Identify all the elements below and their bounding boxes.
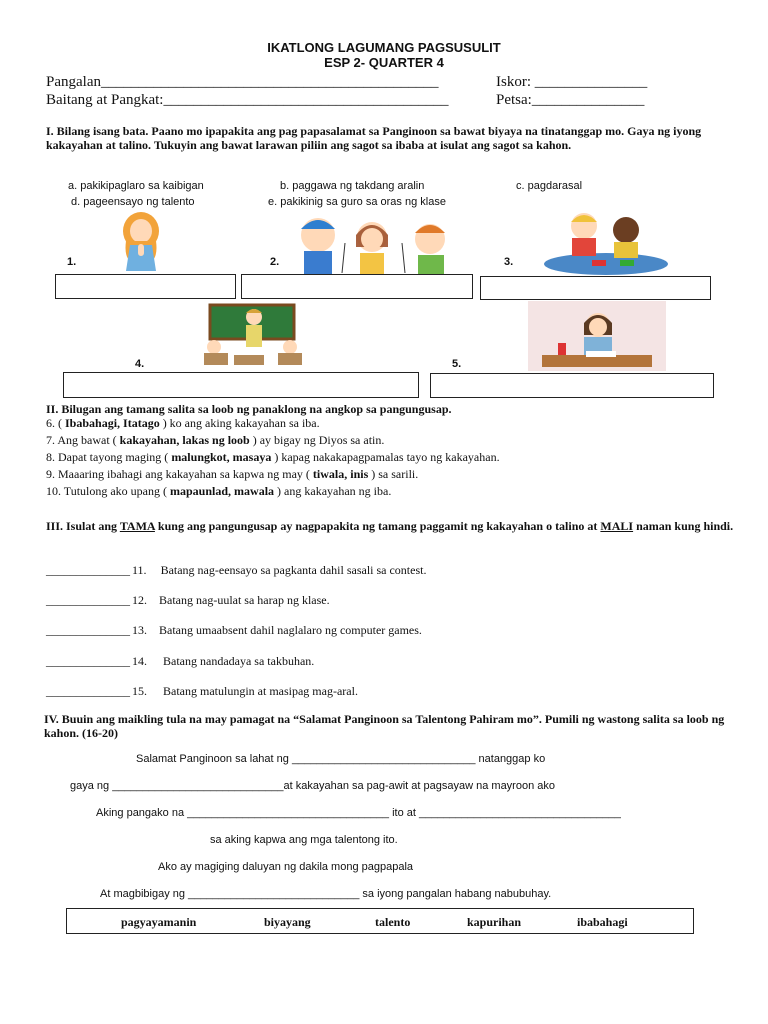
part2-item-8 (46, 449, 500, 465)
answer-blank-12[interactable]: ______________ (46, 593, 130, 607)
item-6-options[interactable]: Ibabahagi, Itatago (65, 416, 160, 430)
choice-e: e. pakikinig sa guro sa oras ng klase (268, 196, 446, 208)
part2-item-7 (46, 432, 384, 448)
item-11-number: 11. (132, 563, 147, 577)
part3-instruction-end: naman kung hindi. (633, 519, 734, 533)
playing-friends-illustration (542, 210, 670, 276)
item-number-3: 3. (504, 256, 514, 268)
part3-item-14 (46, 654, 314, 669)
word-choice-1: pagyayamanin (121, 915, 197, 929)
poem-line-6: At magbibigay ng ____________________________ sa iyong pangalan habang nabubuhay. (100, 888, 552, 900)
part2-instruction: II. Bilugan ang tamang salita sa loob ng panaklong na angkop sa pangungusap. (46, 402, 452, 416)
answer-box-3[interactable] (480, 276, 711, 300)
word-choice-2: biyayang (264, 915, 311, 929)
item-12-number: 12. (132, 593, 147, 607)
item-8-end: ) kapag nakakapagpamalas tayo ng kakayahan. (271, 450, 500, 464)
item-number-1: 1. (67, 256, 77, 268)
item-6-stem: 6. ( (46, 416, 65, 430)
score-field: Iskor: _______________ (496, 74, 648, 90)
part3-instruction-start: III. Isulat ang (46, 519, 120, 533)
poem-line-4: sa aking kapwa ang mga talentong ito. (210, 834, 398, 846)
word-choice-box (66, 908, 694, 934)
item-6-end: ) ko ang aking kakayahan sa iba. (159, 416, 320, 430)
item-15-text: Batang matulungin at masipag mag-aral. (163, 684, 358, 698)
item-13-number: 13. (132, 623, 147, 637)
part3-item-11 (46, 563, 426, 578)
item-7-end: ) ay bigay ng Diyos sa atin. (249, 433, 385, 447)
part3-item-13 (46, 623, 422, 638)
test-title: IKATLONG LAGUMANG PAGSUSULIT (267, 40, 501, 55)
part2-item-6 (46, 415, 320, 431)
item-9-end: ) sa sarili. (368, 467, 419, 481)
choice-c: c. pagdarasal (516, 180, 583, 192)
item-15-number: 15. (132, 684, 147, 698)
poem-line-2: gaya ng ____________________________at kakayahan sa pag-awit at pagsayaw na mayroon ako (70, 780, 555, 792)
part3-item-15 (46, 684, 358, 699)
grade-section-field: Baitang at Pangkat:______________________________________ (46, 92, 449, 108)
poem-line-1: Salamat Panginoon sa lahat ng ______________________________ natanggap ko (136, 753, 546, 765)
item-number-2: 2. (270, 256, 280, 268)
item-number-5: 5. (452, 358, 462, 370)
item-12-text: Batang nag-uulat sa harap ng klase. (159, 593, 330, 607)
poem-line-3: Aking pangako na _________________________________ ito at _________________________________ (96, 807, 621, 819)
answer-box-1[interactable] (55, 274, 236, 299)
answer-box-5[interactable] (430, 373, 714, 398)
item-14-text: Batang nandadaya sa takbuhan. (163, 654, 315, 668)
item-9-stem: 9. Maaaring ibahagi ang kakayahan sa kapwa ng may ( (46, 467, 313, 481)
praying-girl-illustration (116, 211, 166, 273)
item-9-options[interactable]: tiwala, inis (312, 467, 369, 481)
choice-d: d. pageensayo ng talento (71, 196, 195, 208)
answer-box-2[interactable] (241, 274, 473, 299)
part4-instruction: IV. Buuin ang maikling tula na may pamagat na “Salamat Panginoon sa Talentong Pahiram mo”. Pumili ng wastong salita sa loob ng kahon. (16-20) (44, 712, 725, 740)
item-10-options[interactable]: mapaunlad, mawala (170, 484, 275, 498)
part3-instruction-middle: kung ang pangungusap ay nagpapakita ng tamang paggamit ng kakayahan o talino at (154, 519, 601, 533)
item-8-options[interactable]: malungkot, masaya (171, 450, 272, 464)
item-7-stem: 7. Ang bawat ( (46, 433, 120, 447)
test-subtitle: ESP 2- QUARTER 4 (324, 55, 444, 70)
name-field: Pangalan_____________________________________________ (46, 74, 439, 90)
choice-b: b. paggawa ng takdang aralin (280, 180, 425, 192)
part3-instruction (46, 519, 736, 533)
studying-girl-illustration (528, 301, 666, 371)
part2-item-10 (46, 483, 391, 499)
item-10-end: ) ang kakayahan ng iba. (274, 484, 392, 498)
answer-box-4[interactable] (63, 372, 419, 398)
item-number-4: 4. (135, 358, 145, 370)
part2-item-9 (46, 466, 418, 482)
item-8-stem: 8. Dapat tayong maging ( (46, 450, 172, 464)
item-10-stem: 10. Tutulong ako upang ( (46, 484, 171, 498)
answer-blank-13[interactable]: ______________ (46, 623, 130, 637)
tama-keyword: TAMA (119, 519, 155, 533)
item-13-text: Batang umaabsent dahil naglalaro ng computer games. (159, 623, 422, 637)
part3-item-12 (46, 593, 330, 608)
part1-instruction: I. Bilang isang bata. Paano mo ipapakita ang pag papasalamat sa Panginoon sa bawat biyaya na tinatanggap mo. Gaya ng iyong kakayahan at talino. Tukuyin ang bawat larawan piliin ang sagot sa ibaba at isulat ang sagot sa kahon. (46, 124, 702, 152)
singing-children-illustration (290, 213, 464, 275)
item-11-text: Batang nag-eensayo sa pagkanta dahil sasali sa contest. (160, 563, 427, 577)
classroom-illustration (198, 303, 304, 367)
item-7-options[interactable]: kakayahan, lakas ng loob (119, 433, 250, 447)
answer-blank-15[interactable]: ______________ (46, 684, 130, 698)
poem-line-5: Ako ay magiging daluyan ng dakila mong pagpapala (158, 861, 414, 873)
word-choice-4: kapurihan (467, 915, 522, 929)
choice-a: a. pakikipaglaro sa kaibigan (68, 180, 204, 192)
date-field: Petsa:_______________ (496, 92, 645, 108)
word-choice-3: talento (375, 915, 411, 929)
answer-blank-14[interactable]: ______________ (46, 654, 130, 668)
answer-blank-11[interactable]: ______________ (46, 563, 130, 577)
mali-keyword: MALI (600, 519, 634, 533)
item-14-number: 14. (132, 654, 147, 668)
word-choice-5: ibabahagi (577, 915, 628, 929)
